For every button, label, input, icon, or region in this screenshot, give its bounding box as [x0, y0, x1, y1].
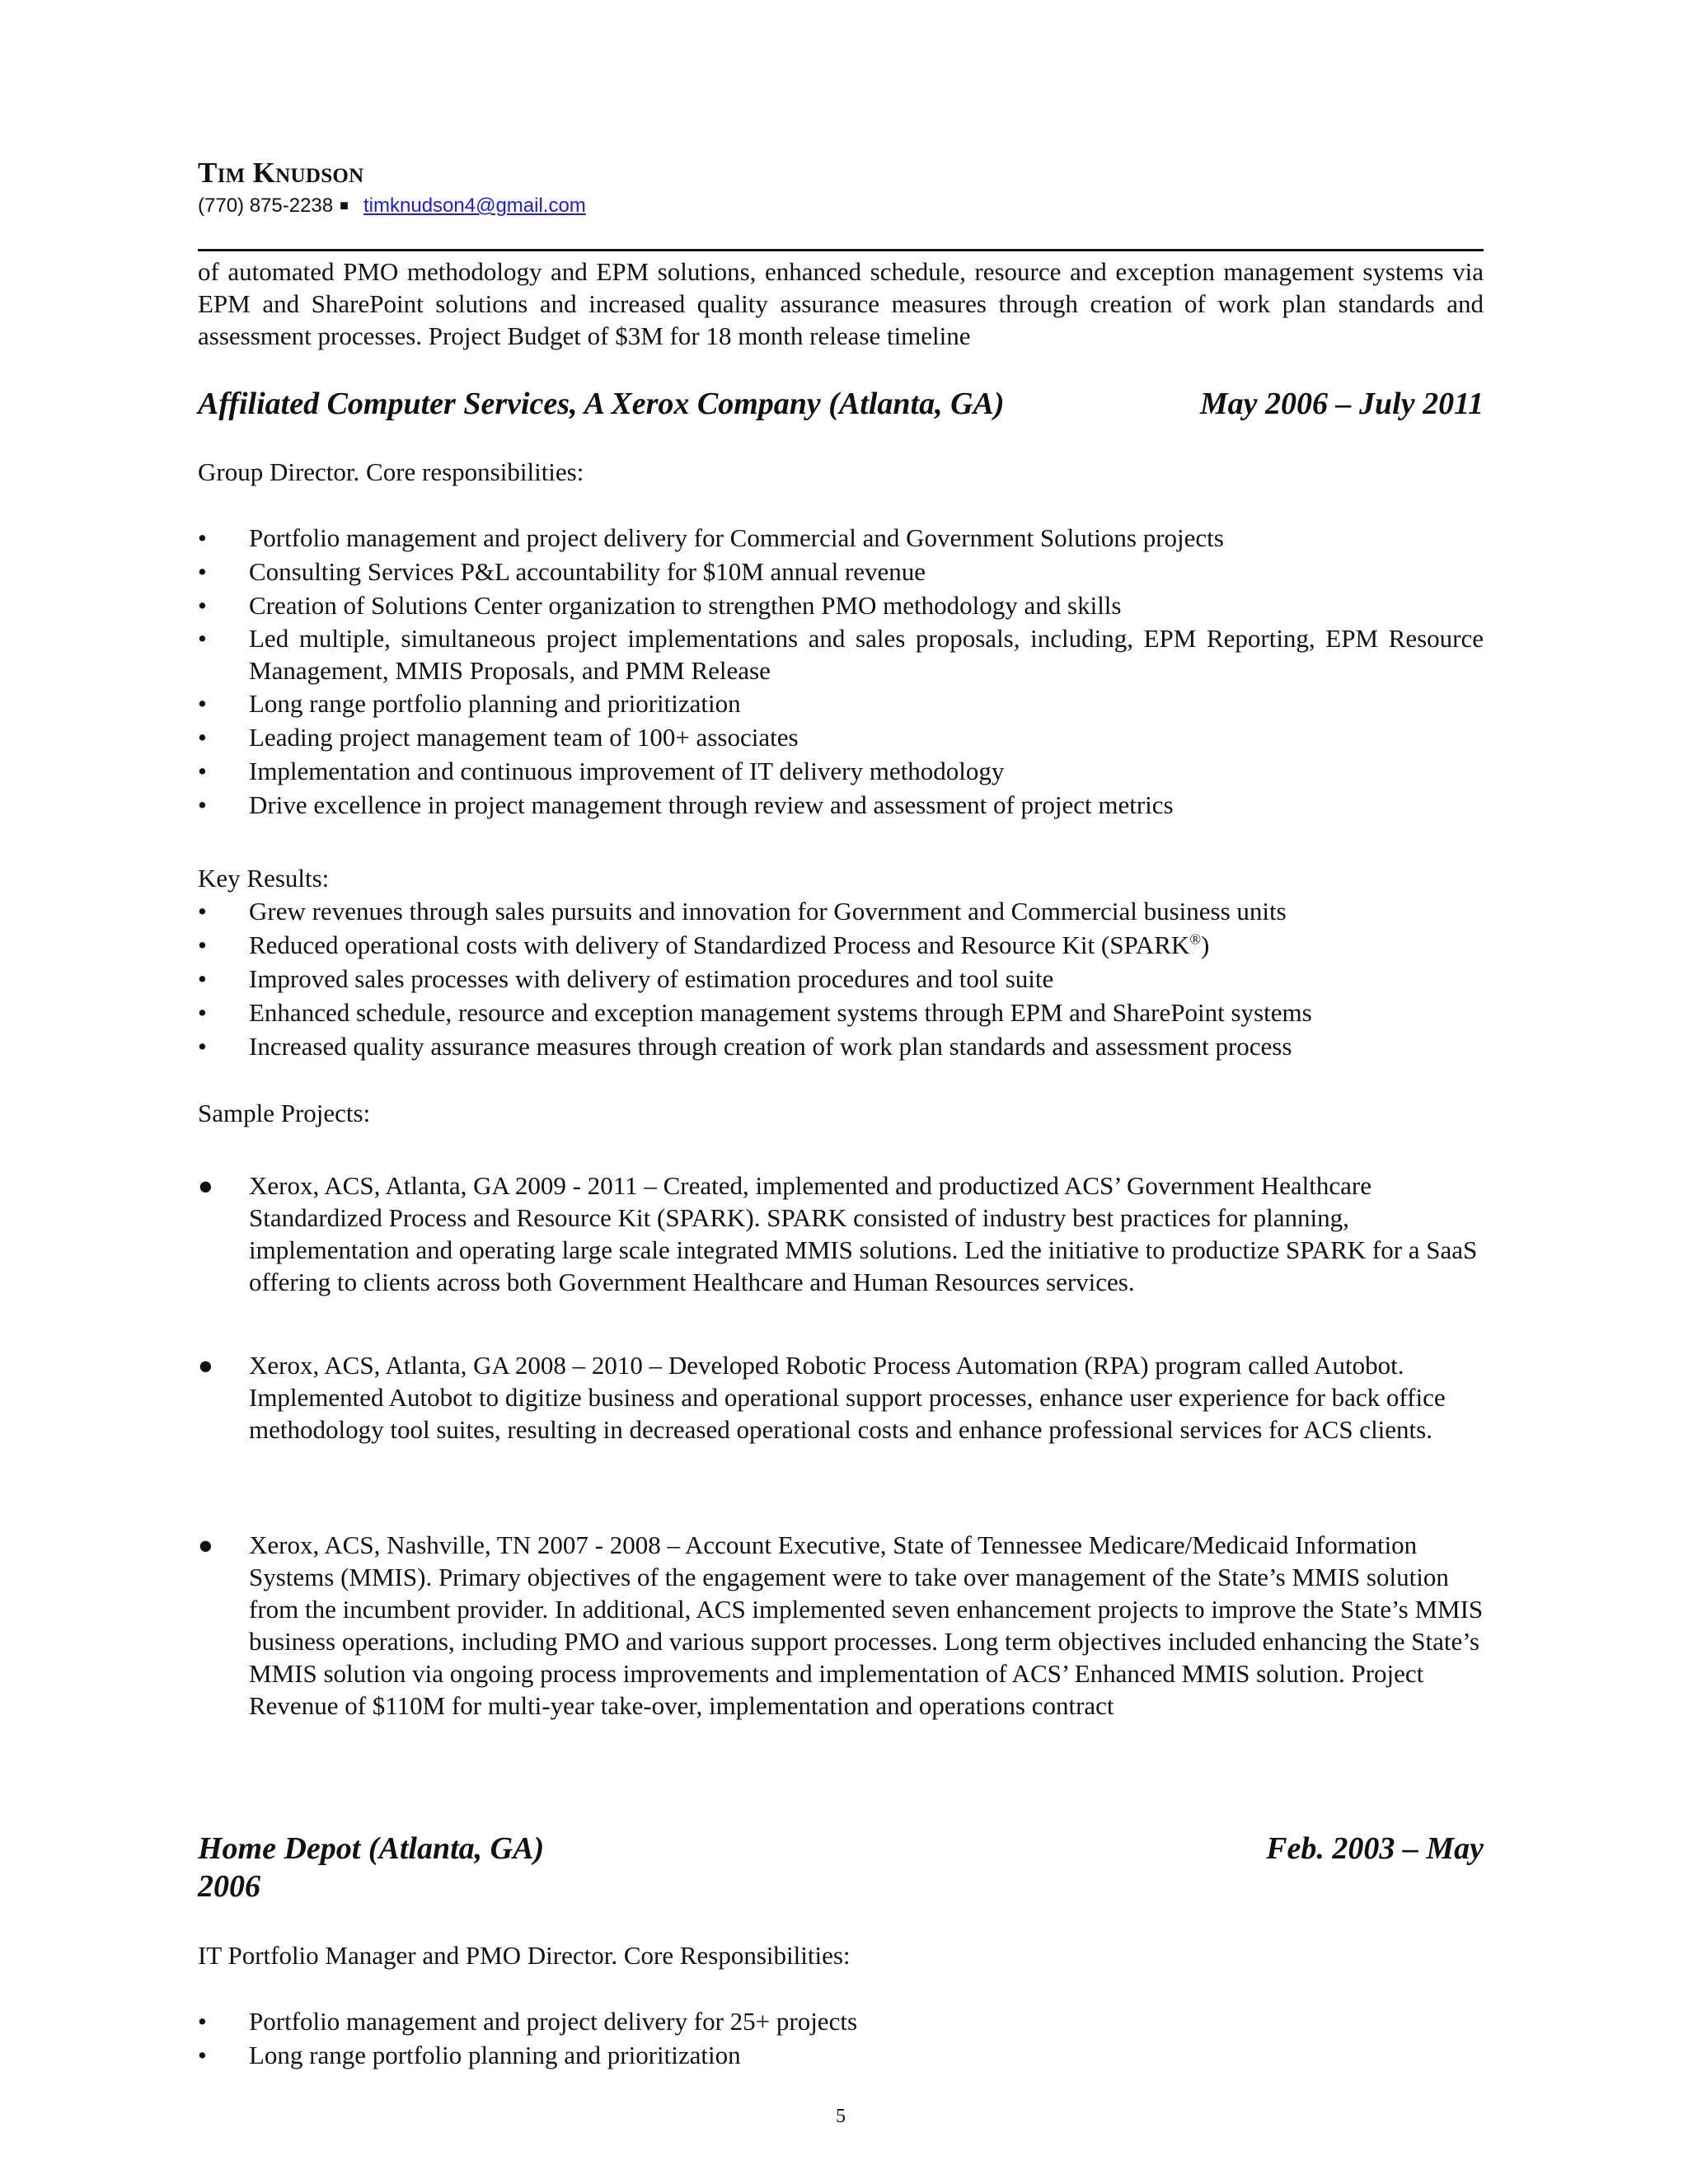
- page-number: 5: [836, 2106, 846, 2127]
- sample-projects-label: Sample Projects:: [198, 1099, 371, 1127]
- job-title-home-depot: Home Depot (Atlanta, GA): [198, 1831, 545, 1866]
- list-item: • Creation of Solutions Center organization to strengthen PMO methodology and skills: [198, 588, 1484, 622]
- bullet: •: [198, 689, 207, 718]
- list-item: • Leading project management team of 100+ associates: [198, 720, 1484, 754]
- list-item: ● Xerox, ACS, Atlanta, GA 2008 – 2010 – Developed Robotic Process Automation (RPA) program called Autobot. Implemented Autobot to digitize business and operational support processes, enhance user experience for back office methodology tool suites, resulting in decreased operational costs and enhance professional services for ACS clients.: [198, 1351, 1446, 1444]
- project-item: [198, 1349, 1484, 1446]
- list-item: • Enhanced schedule, resource and exception management systems through EPM and SharePoint systems: [198, 996, 1484, 1029]
- key-results-list: [198, 894, 1484, 1063]
- list-item: • Increased quality assurance measures through creation of work plan standards and assessment process: [198, 1029, 1484, 1063]
- job-heading-acs: [198, 385, 1484, 423]
- responsibilities-list-home-depot: [198, 2004, 1484, 2072]
- role-line-home-depot: IT Portfolio Manager and PMO Director. Core Responsibilities:: [198, 1941, 851, 1970]
- list-item: • Portfolio management and project delivery for 25+ projects: [198, 2004, 1484, 2038]
- candidate-name: Tim Knudson: [198, 157, 364, 189]
- key-results-label: Key Results:: [198, 864, 330, 893]
- bullet: •: [198, 557, 207, 586]
- bullet: •: [198, 1032, 207, 1061]
- intro-paragraph: of automated PMO methodology and EPM solutions, enhanced schedule, resource and exception management systems via EPM and SharePoint solutions and increased quality assurance measures through creation of work plan standards and assessment processes. Project Budget of $3M for 18 month release timeline: [198, 257, 1484, 350]
- bullet: •: [198, 930, 207, 959]
- job-heading-home-depot: [198, 1830, 1484, 1868]
- bullet: •: [198, 998, 207, 1027]
- header-divider: [198, 249, 1484, 251]
- job-dates-home-depot-continued: 2006: [198, 1869, 260, 1904]
- bullet: •: [198, 757, 207, 785]
- project-bullet: ●: [198, 1351, 213, 1380]
- list-item: ● Xerox, ACS, Nashville, TN 2007 - 2008 – Account Executive, State of Tennessee Medicare/Medicaid Information Systems (MMIS). Primary objectives of the engagement were to take over management of the State’s MMIS solution from the incumbent provider. In additional, ACS implemented seven enhancement projects to improve the State’s MMIS business operations, including PMO and various support processes. Long term objectives included enhancing the State’s MMIS solution via ongoing process improvements and implementation of ACS’ Enhanced MMIS solution. Project Revenue of $110M for multi-year take-over, implementation and operations contract: [198, 1530, 1484, 1720]
- project-item: [198, 1529, 1484, 1722]
- list-item: ● Xerox, ACS, Atlanta, GA 2009 - 2011 – Created, implemented and productized ACS’ Government Healthcare Standardized Process and Resource Kit (SPARK). SPARK consisted of industry best practices for planning, implementation and operating large scale integrated MMIS solutions. Led the initiative to productize SPARK for a SaaS offering to clients across both Government Healthcare and Human Resources services.: [198, 1171, 1478, 1296]
- bullet: •: [198, 2041, 207, 2069]
- bullet: •: [198, 790, 207, 819]
- list-item: • Reduced operational costs with delivery of Standardized Process and Resource Kit (SPARK®): [198, 928, 1484, 962]
- job-dates-acs: May 2006 – July 2011: [1199, 387, 1484, 421]
- bullet: •: [198, 2007, 207, 2036]
- project-bullet: ●: [198, 1171, 213, 1200]
- list-item: • Portfolio management and project delivery for Commercial and Government Solutions projects: [198, 521, 1484, 555]
- list-item: • Improved sales processes with delivery of estimation procedures and tool suite: [198, 962, 1484, 996]
- email-link[interactable]: timknudson4@gmail.com: [363, 194, 586, 217]
- list-item: • Drive excellence in project management through review and assessment of project metrics: [198, 788, 1484, 822]
- phone-number: (770) 875-2238: [198, 194, 334, 217]
- list-item: • Long range portfolio planning and prioritization: [198, 687, 1484, 720]
- list-item: • Long range portfolio planning and prioritization: [198, 2038, 1484, 2072]
- registered-mark: ®: [1189, 930, 1201, 948]
- bullet: •: [198, 897, 207, 926]
- bullet: •: [198, 964, 207, 993]
- job-title-acs: Affiliated Computer Services, A Xerox Company (Atlanta, GA): [198, 387, 1005, 421]
- bullet: •: [198, 523, 207, 552]
- bullet: •: [198, 591, 207, 620]
- list-item: • Implementation and continuous improvement of IT delivery methodology: [198, 754, 1484, 788]
- contact-line: [198, 194, 586, 218]
- bullet: •: [198, 624, 207, 653]
- list-item: • Led multiple, simultaneous project implementations and sales proposals, including, EPM Reporting, EPM Resource Management, MMIS Proposals, and PMM Release: [198, 624, 1484, 685]
- responsibilities-list-acs: [198, 521, 1484, 822]
- project-bullet: ●: [198, 1530, 213, 1559]
- project-item: [198, 1169, 1484, 1298]
- role-line-acs: Group Director. Core responsibilities:: [198, 457, 584, 486]
- list-item: • Grew revenues through sales pursuits and innovation for Government and Commercial business units: [198, 894, 1484, 928]
- list-item: • Consulting Services P&L accountability for $10M annual revenue: [198, 555, 1484, 588]
- separator-square: ■: [340, 197, 349, 213]
- bullet: •: [198, 723, 207, 752]
- job-dates-home-depot: Feb. 2003 – May: [1266, 1831, 1484, 1866]
